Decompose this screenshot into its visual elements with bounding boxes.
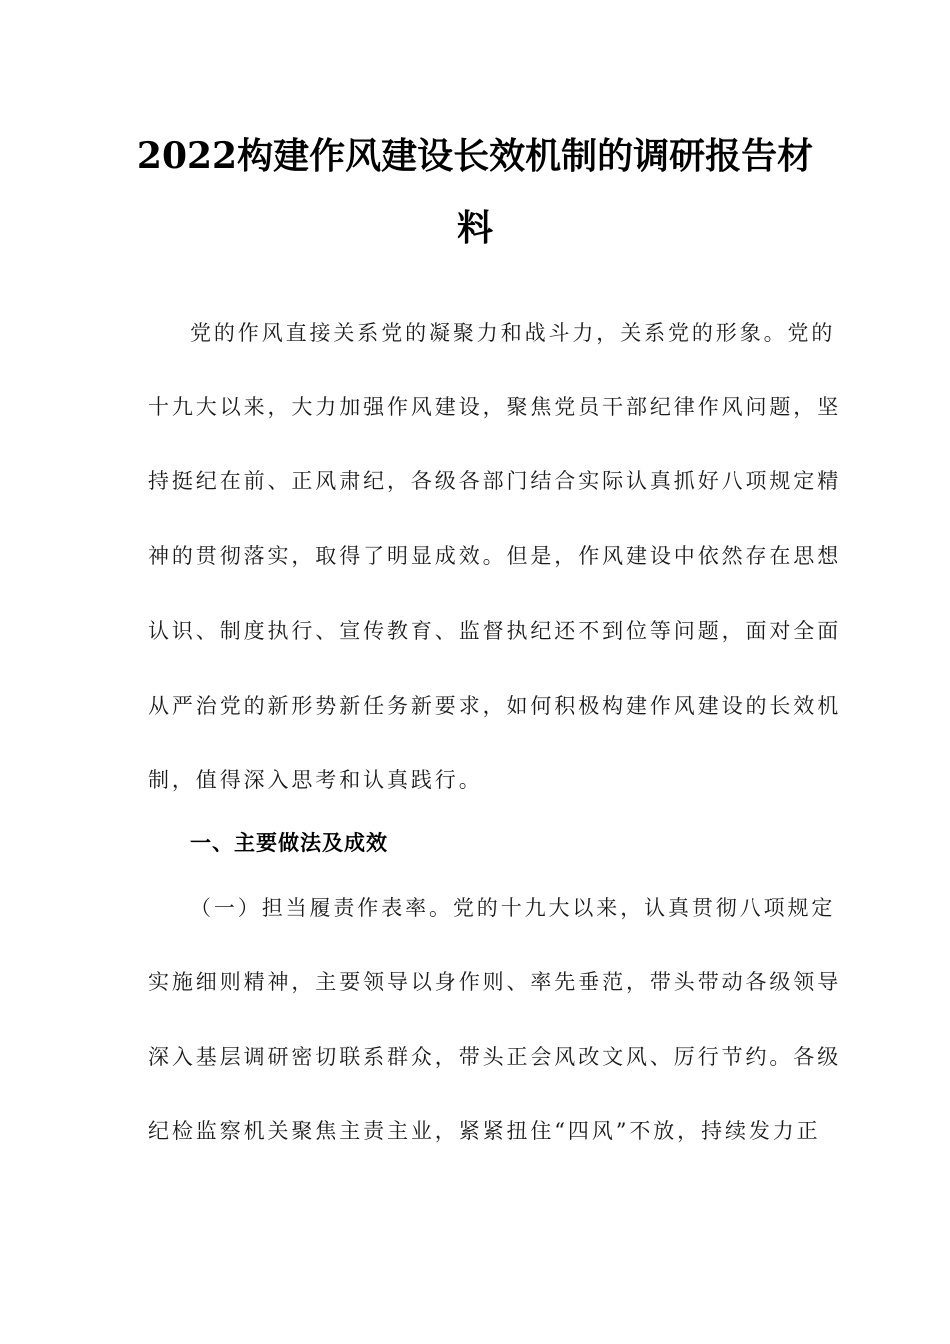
paragraph1-line: 十九大以来，大力加强作风建设，聚焦党员干部纪律作风问题，坚 [148,395,842,419]
document-title-line2: 料 [456,207,493,249]
paragraph2-line: 实施细则精神，主要领导以身作则、率先垂范，带头带动各级领导 [148,970,842,994]
section-heading: 一、主要做法及成效 [190,831,388,855]
document-title-line1: 2022构建作风建设长效机制的调研报告材 [136,135,814,177]
paragraph1-line: 持挺纪在前、正风肃纪，各级各部门结合实际认真抓好八项规定精 [148,469,842,493]
paragraph1-line: 从严治党的新形势新任务新要求，如何积极构建作风建设的长效机 [148,694,842,718]
paragraph1-line: 神的贯彻落实，取得了明显成效。但是，作风建设中依然存在思想 [148,544,842,568]
paragraph1-line: 党的作风直接关系党的凝聚力和战斗力，关系党的形象。党的 [190,321,836,345]
paragraph1-line: 制，值得深入思考和认真践行。 [148,768,483,792]
paragraph1-line: 认识、制度执行、宣传教育、监督执纪还不到位等问题，面对全面 [148,619,842,643]
paragraph2-line: 深入基层调研密切联系群众，带头正会风改文风、厉行节约。各级 [148,1045,842,1069]
paragraph2-line: 纪检监察机关聚焦主责主业，紧紧扭住“四风”不放，持续发力正 [148,1119,821,1143]
paragraph2-line: （一）担当履责作表率。党的十九大以来，认真贯彻八项规定 [190,896,836,920]
